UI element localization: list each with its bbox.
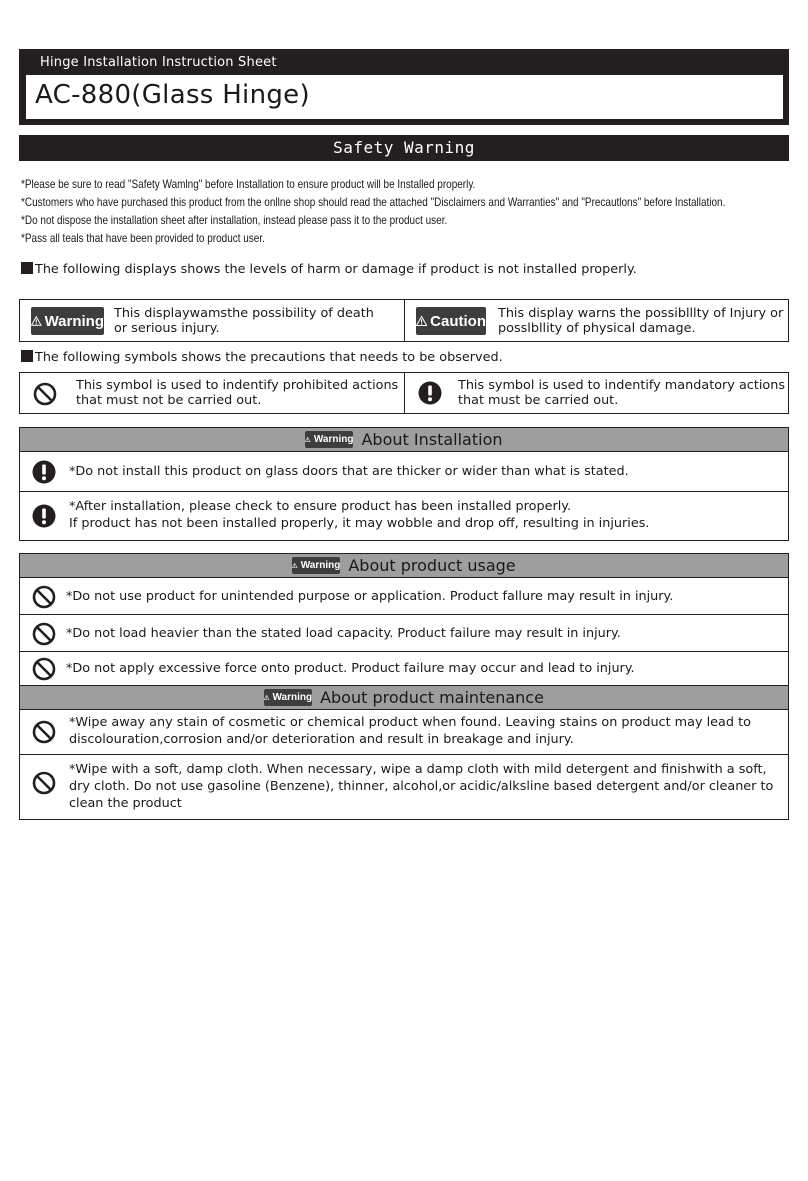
mandatory-icon [32, 460, 56, 484]
prohibited-icon [32, 622, 56, 646]
levels-lead [21, 262, 637, 277]
caution-description [498, 306, 783, 336]
row-text-line: dry cloth. Do not use gasoline (Benzene), thinner, alcohol,or acidic/alksline based detergent and/or cleaner to [69, 779, 774, 794]
prohibited-icon [32, 771, 56, 795]
installation-section-header [20, 428, 788, 452]
warning-triangle-icon [31, 312, 42, 330]
page-title: AC-880(Glass Hinge) [35, 80, 310, 110]
prohibited-icon [32, 585, 56, 609]
prohibited-icon [33, 382, 57, 406]
warning-badge [292, 557, 340, 574]
caution-triangle-icon [416, 312, 427, 330]
levels-lead-text: The following displays shows the levels of harm or damage if product is not installed properly. [35, 262, 637, 277]
warning-badge-label: Warning [272, 692, 313, 703]
header-title-box [26, 75, 783, 119]
row-text [69, 761, 773, 812]
symbols-lead [21, 350, 503, 365]
prohibited-text-line: that must not be carried out. [76, 393, 262, 408]
mandatory-text-line: This symbol is used to indentify mandatory actions [458, 378, 786, 393]
row-text-line: If product has not been installed properly, it may wobble and drop off, resulting in injuries. [69, 516, 650, 531]
symbols-table [19, 372, 789, 414]
note-item: *Pass all teals that have been provided to product user. [21, 232, 265, 245]
warning-badge-label: Warning [313, 434, 354, 445]
warning-badge [31, 307, 104, 335]
row-text: *Do not load heavier than the stated load capacity. Product failure may result in injury. [66, 626, 621, 641]
warning-description [114, 306, 374, 336]
row-text-line: *Wipe with a soft, damp cloth. When necessary, wipe a damp cloth with mild detergent and finishwith a soft, [69, 762, 767, 777]
usage-row [20, 615, 788, 652]
row-text: *Do not install this product on glass doors that are thicker or wider than what is stated. [69, 464, 629, 479]
mandatory-text-line: that must be carried out. [458, 393, 619, 408]
warning-badge-label: Warning [300, 560, 341, 571]
safety-warning-bar: Safety Warning [19, 135, 789, 161]
prohibited-icon [32, 657, 56, 681]
row-text [69, 498, 649, 532]
note-item: *Please be sure to read "Safety Wamlng" before Installation to ensure product will be Installed properly. [21, 178, 476, 191]
note-item: *Customers who have purchased this product from the onllne shop should read the attached "Disclaimers and Warranties" and "Precautlons" before Installation. [21, 196, 726, 209]
section-title: About product maintenance [320, 688, 544, 707]
warning-text-line: or serious injury. [114, 321, 220, 336]
notes-list [21, 176, 791, 248]
usage-maintenance-section [19, 553, 789, 820]
warning-triangle-icon [305, 434, 310, 445]
usage-row [20, 578, 788, 615]
installation-row [20, 452, 788, 492]
mandatory-icon [418, 381, 442, 405]
maintenance-row [20, 755, 788, 819]
section-title: About Installation [361, 430, 503, 449]
row-text-line: *After installation, please check to ensure product has been installed properly. [69, 499, 572, 514]
mandatory-icon [32, 504, 56, 528]
warning-triangle-icon [264, 692, 269, 703]
row-text [69, 714, 751, 748]
warning-text-line: This displaywamsthe possibility of death [114, 306, 374, 321]
row-text-line: *Wipe away any stain of cosmetic or chemical product when found. Leaving stains on product may lead to [69, 715, 751, 730]
caution-text-line: posslbllity of physical damage. [498, 321, 696, 336]
warning-triangle-icon [292, 560, 297, 571]
section-title: About product usage [348, 556, 516, 575]
column-divider [404, 300, 405, 341]
prohibited-text-line: This symbol is used to indentify prohibited actions [76, 378, 399, 393]
levels-table [19, 299, 789, 342]
square-bullet-icon [21, 350, 33, 362]
maintenance-row [20, 710, 788, 755]
usage-row [20, 652, 788, 686]
warning-badge [264, 689, 312, 706]
row-text: *Do not apply excessive force onto product. Product failure may occur and lead to injury. [66, 661, 635, 676]
installation-row [20, 492, 788, 540]
square-bullet-icon [21, 262, 33, 274]
mandatory-description [458, 378, 785, 408]
caution-badge-label: Caution [430, 312, 486, 330]
row-text-line: clean the product [69, 796, 182, 811]
header-subtitle: Hinge Installation Instruction Sheet [40, 55, 277, 70]
prohibited-icon [32, 720, 56, 744]
caution-badge [416, 307, 486, 335]
installation-section [19, 427, 789, 541]
row-text-line: discolouration,corrosion and/or deterioration and result in breakage and injury. [69, 732, 574, 747]
caution-text-line: This display warns the possiblllty of Injury or [498, 306, 784, 321]
column-divider [404, 373, 405, 413]
row-text: *Do not use product for unintended purpose or application. Product fallure may result in injury. [66, 589, 674, 604]
document-header [19, 49, 789, 125]
prohibited-description [76, 378, 398, 408]
symbols-lead-text: The following symbols shows the precautions that needs to be observed. [35, 350, 503, 365]
maintenance-section-header [20, 686, 788, 710]
warning-badge-label: Warning [44, 312, 104, 330]
warning-badge [305, 431, 353, 448]
usage-section-header [20, 554, 788, 578]
note-item: *Do not dispose the installation sheet after installation, instead please pass it to the product user. [21, 214, 448, 227]
